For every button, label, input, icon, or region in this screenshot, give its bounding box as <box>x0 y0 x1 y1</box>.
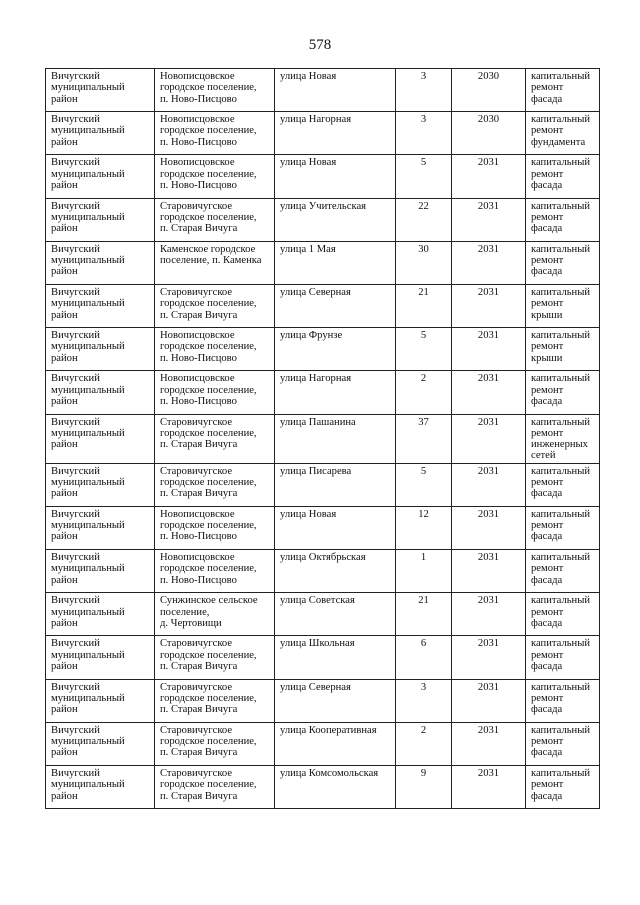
district-cell-text: Вичугский муниципальный район <box>51 681 125 716</box>
street-cell-text: улица Советская <box>280 595 355 607</box>
street-cell-text: улица Нагорная <box>280 114 352 126</box>
street-cell-text: улица Нагорная <box>280 373 352 385</box>
house-number-cell-text: 5 <box>420 157 427 169</box>
settlement-cell <box>155 69 275 112</box>
settlement-cell <box>155 414 275 463</box>
repair-type-cell <box>526 241 600 284</box>
repair-type-cell-text: капитальный ремонт фасада <box>531 373 591 407</box>
street-cell-text: улица Школьная <box>280 638 355 650</box>
district-cell-text: Вичугский муниципальный район <box>51 552 125 586</box>
house-number-cell-text: 3 <box>420 114 427 126</box>
settlement-cell-text: Новописцовское городское поселение, п. Ново-Писцово <box>160 508 257 543</box>
street-cell <box>275 69 396 112</box>
district-cell <box>46 414 155 463</box>
house-number-cell <box>396 506 452 549</box>
table-row <box>46 284 600 327</box>
year-cell-text: 2031 <box>477 595 500 607</box>
year-cell-text: 2031 <box>477 552 500 564</box>
street-cell <box>275 241 396 284</box>
street-cell-text: улица Пашанина <box>280 416 356 428</box>
street-cell-text: улица Писарева <box>280 465 352 477</box>
district-cell-text: Вичугский муниципальный район <box>51 373 125 407</box>
district-cell <box>46 69 155 112</box>
year-cell <box>452 722 526 765</box>
house-number-cell-text: 30 <box>418 243 429 255</box>
house-number-cell-text: 37 <box>418 416 429 428</box>
table-row <box>46 679 600 722</box>
street-cell <box>275 371 396 414</box>
table-row <box>46 550 600 593</box>
repair-type-cell <box>526 371 600 414</box>
page-number: 578 <box>308 37 332 53</box>
settlement-cell-text: Старовичугское городское поселение, п. Старая Вичуга <box>160 416 257 451</box>
street-cell-text: улица Кооперативная <box>280 724 377 736</box>
house-number-cell <box>396 766 452 809</box>
house-number-cell <box>396 722 452 765</box>
street-cell-text: улица Новая <box>280 157 337 169</box>
house-number-cell <box>396 463 452 506</box>
settlement-cell <box>155 328 275 371</box>
repair-type-cell-text: капитальный ремонт фасада <box>531 157 591 191</box>
repair-type-cell-text: капитальный ремонт крыши <box>531 330 591 364</box>
settlement-cell-text: Новописцовское городское поселение, п. Ново-Писцово <box>160 71 257 105</box>
settlement-cell-text: Старовичугское городское поселение, п. Старая Вичуга <box>160 200 257 235</box>
settlement-cell <box>155 463 275 506</box>
district-cell-text: Вичугский муниципальный район <box>51 114 125 148</box>
year-cell <box>452 593 526 636</box>
district-cell-text: Вичугский муниципальный район <box>51 286 125 321</box>
house-number-cell-text: 2 <box>420 373 427 385</box>
settlement-cell <box>155 722 275 765</box>
settlement-cell <box>155 155 275 198</box>
table-row <box>46 463 600 506</box>
table-body <box>46 69 600 809</box>
street-cell <box>275 284 396 327</box>
repair-type-cell <box>526 112 600 155</box>
street-cell <box>275 414 396 463</box>
settlement-cell-text: Старовичугское городское поселение, п. Старая Вичуга <box>160 465 257 500</box>
repair-type-cell <box>526 414 600 463</box>
street-cell-text: улица Северная <box>280 286 351 298</box>
street-cell-text: улица Учительская <box>280 200 367 212</box>
street-cell-text: улица Новая <box>280 508 337 520</box>
year-cell-text: 2031 <box>477 768 500 779</box>
street-cell-text: улица 1 Мая <box>280 243 336 255</box>
settlement-cell <box>155 593 275 636</box>
house-number-cell-text: 9 <box>420 768 427 779</box>
repair-type-cell-text: капитальный ремонт фасада <box>531 724 591 759</box>
settlement-cell <box>155 371 275 414</box>
settlement-cell-text: Старовичугское городское поселение, п. Старая Вичуга <box>160 638 257 673</box>
district-cell-text: Вичугский муниципальный район <box>51 508 125 543</box>
settlement-cell-text: Старовичугское городское поселение, п. Старая Вичуга <box>160 286 257 321</box>
settlement-cell <box>155 112 275 155</box>
repair-type-cell <box>526 198 600 241</box>
repair-type-cell-text: капитальный ремонт фасада <box>531 681 591 716</box>
house-number-cell <box>396 328 452 371</box>
year-cell <box>452 112 526 155</box>
district-cell-text: Вичугский муниципальный район <box>51 595 125 629</box>
year-cell-text: 2031 <box>477 330 500 342</box>
year-cell <box>452 328 526 371</box>
district-cell <box>46 328 155 371</box>
table-row <box>46 414 600 463</box>
repair-type-cell-text: капитальный ремонт фасада <box>531 465 591 500</box>
table-row <box>46 371 600 414</box>
year-cell-text: 2031 <box>477 200 500 212</box>
district-cell <box>46 593 155 636</box>
house-number-cell-text: 3 <box>420 71 427 82</box>
street-cell-text: улица Комсомольская <box>280 768 379 779</box>
settlement-cell-text: Сунжинское сельское поселение, д. Чертовищи <box>160 595 258 629</box>
district-cell-text: Вичугский муниципальный район <box>51 157 125 191</box>
house-number-cell-text: 21 <box>418 286 429 298</box>
settlement-cell-text: Новописцовское городское поселение, п. Ново-Писцово <box>160 552 257 586</box>
repair-type-cell-text: капитальный ремонт фасада <box>531 638 591 673</box>
year-cell-text: 2031 <box>477 724 500 736</box>
table-row <box>46 636 600 679</box>
table-row <box>46 722 600 765</box>
street-cell <box>275 328 396 371</box>
street-cell <box>275 198 396 241</box>
repair-type-cell <box>526 155 600 198</box>
repair-type-cell-text: капитальный ремонт фасада <box>531 508 591 543</box>
district-cell <box>46 463 155 506</box>
settlement-cell-text: Новописцовское городское поселение, п. Ново-Писцово <box>160 157 257 191</box>
house-number-cell-text: 12 <box>418 508 429 520</box>
street-cell <box>275 766 396 809</box>
district-cell <box>46 766 155 809</box>
year-cell-text: 2031 <box>477 416 500 428</box>
settlement-cell-text: Каменское городское поселение, п. Каменка <box>160 243 262 267</box>
repair-type-cell-text: капитальный ремонт фасада <box>531 200 591 235</box>
district-cell-text: Вичугский муниципальный район <box>51 465 125 500</box>
year-cell-text: 2031 <box>477 286 500 298</box>
street-cell <box>275 679 396 722</box>
settlement-cell <box>155 198 275 241</box>
year-cell <box>452 506 526 549</box>
repair-type-cell <box>526 679 600 722</box>
repair-type-cell <box>526 506 600 549</box>
house-number-cell <box>396 371 452 414</box>
year-cell-text: 2030 <box>477 71 500 82</box>
district-cell-text: Вичугский муниципальный район <box>51 330 125 364</box>
repair-type-cell-text: капитальный ремонт фасада <box>531 552 591 586</box>
settlement-cell <box>155 241 275 284</box>
repair-type-cell <box>526 593 600 636</box>
street-cell <box>275 722 396 765</box>
house-number-cell <box>396 550 452 593</box>
repair-schedule-table <box>45 68 600 809</box>
repair-type-cell <box>526 69 600 112</box>
district-cell <box>46 155 155 198</box>
house-number-cell-text: 3 <box>420 681 427 693</box>
house-number-cell <box>396 155 452 198</box>
repair-type-cell <box>526 636 600 679</box>
street-cell-text: улица Фрунзе <box>280 330 343 342</box>
repair-type-cell-text: капитальный ремонт крыши <box>531 286 591 321</box>
district-cell <box>46 506 155 549</box>
street-cell-text: улица Северная <box>280 681 351 693</box>
repair-type-cell-text: капитальный ремонт фасада <box>531 71 591 105</box>
house-number-cell <box>396 69 452 112</box>
table-row <box>46 593 600 636</box>
settlement-cell-text: Старовичугское городское поселение, п. Старая Вичуга <box>160 724 257 759</box>
district-cell <box>46 722 155 765</box>
district-cell <box>46 371 155 414</box>
house-number-cell <box>396 198 452 241</box>
street-cell <box>275 112 396 155</box>
house-number-cell-text: 2 <box>420 724 427 736</box>
table-row <box>46 506 600 549</box>
year-cell <box>452 284 526 327</box>
house-number-cell <box>396 593 452 636</box>
street-cell <box>275 506 396 549</box>
house-number-cell <box>396 284 452 327</box>
district-cell-text: Вичугский муниципальный район <box>51 416 125 451</box>
year-cell <box>452 241 526 284</box>
settlement-cell <box>155 506 275 549</box>
repair-type-cell <box>526 722 600 765</box>
street-cell-text: улица Новая <box>280 71 337 82</box>
table-row <box>46 112 600 155</box>
district-cell <box>46 636 155 679</box>
street-cell-text: улица Октябрьская <box>280 552 366 564</box>
repair-type-cell-text: капитальный ремонт фасада <box>531 768 591 802</box>
street-cell <box>275 463 396 506</box>
repair-type-cell <box>526 328 600 371</box>
house-number-cell-text: 1 <box>420 552 427 564</box>
year-cell <box>452 414 526 463</box>
table-row <box>46 766 600 809</box>
repair-type-cell-text: капитальный ремонт фундамента <box>531 114 591 148</box>
table-row <box>46 198 600 241</box>
house-number-cell-text: 5 <box>420 465 427 477</box>
settlement-cell-text: Новописцовское городское поселение, п. Ново-Писцово <box>160 114 257 148</box>
settlement-cell <box>155 636 275 679</box>
table-row <box>46 328 600 371</box>
repair-type-cell-text: капитальный ремонт инженерных сетей <box>531 416 591 462</box>
street-cell <box>275 636 396 679</box>
year-cell <box>452 463 526 506</box>
district-cell-text: Вичугский муниципальный район <box>51 243 125 278</box>
year-cell <box>452 766 526 809</box>
district-cell-text: Вичугский муниципальный район <box>51 768 125 802</box>
repair-type-cell <box>526 550 600 593</box>
district-cell <box>46 284 155 327</box>
settlement-cell-text: Старовичугское городское поселение, п. Старая Вичуга <box>160 768 257 802</box>
house-number-cell-text: 5 <box>420 330 427 342</box>
street-cell <box>275 550 396 593</box>
year-cell-text: 2031 <box>477 243 500 255</box>
settlement-cell <box>155 766 275 809</box>
repair-type-cell-text: капитальный ремонт фасада <box>531 243 591 278</box>
settlement-cell <box>155 550 275 593</box>
house-number-cell <box>396 414 452 463</box>
year-cell-text: 2031 <box>477 681 500 693</box>
repair-type-cell <box>526 766 600 809</box>
house-number-cell-text: 22 <box>418 200 429 212</box>
street-cell <box>275 593 396 636</box>
year-cell-text: 2031 <box>477 373 500 385</box>
house-number-cell <box>396 679 452 722</box>
district-cell-text: Вичугский муниципальный район <box>51 638 125 673</box>
table-row <box>46 69 600 112</box>
settlement-cell-text: Новописцовское городское поселение, п. Ново-Писцово <box>160 373 257 407</box>
year-cell-text: 2030 <box>477 114 500 126</box>
year-cell <box>452 679 526 722</box>
year-cell-text: 2031 <box>477 638 500 650</box>
year-cell-text: 2031 <box>477 157 500 169</box>
year-cell-text: 2031 <box>477 465 500 477</box>
house-number-cell <box>396 241 452 284</box>
table-row <box>46 155 600 198</box>
year-cell <box>452 371 526 414</box>
table-row <box>46 241 600 284</box>
year-cell <box>452 636 526 679</box>
repair-type-cell-text: капитальный ремонт фасада <box>531 595 591 629</box>
house-number-cell-text: 6 <box>420 638 427 650</box>
house-number-cell <box>396 112 452 155</box>
district-cell <box>46 550 155 593</box>
year-cell <box>452 155 526 198</box>
district-cell <box>46 679 155 722</box>
settlement-cell-text: Старовичугское городское поселение, п. Старая Вичуга <box>160 681 257 716</box>
district-cell <box>46 198 155 241</box>
year-cell <box>452 550 526 593</box>
district-cell-text: Вичугский муниципальный район <box>51 724 125 759</box>
repair-type-cell <box>526 284 600 327</box>
district-cell <box>46 241 155 284</box>
settlement-cell <box>155 284 275 327</box>
street-cell <box>275 155 396 198</box>
settlement-cell-text: Новописцовское городское поселение, п. Ново-Писцово <box>160 330 257 364</box>
house-number-cell-text: 21 <box>418 595 429 607</box>
house-number-cell <box>396 636 452 679</box>
repair-type-cell <box>526 463 600 506</box>
district-cell-text: Вичугский муниципальный район <box>51 71 125 105</box>
year-cell <box>452 198 526 241</box>
year-cell-text: 2031 <box>477 508 500 520</box>
year-cell <box>452 69 526 112</box>
district-cell-text: Вичугский муниципальный район <box>51 200 125 235</box>
settlement-cell <box>155 679 275 722</box>
district-cell <box>46 112 155 155</box>
